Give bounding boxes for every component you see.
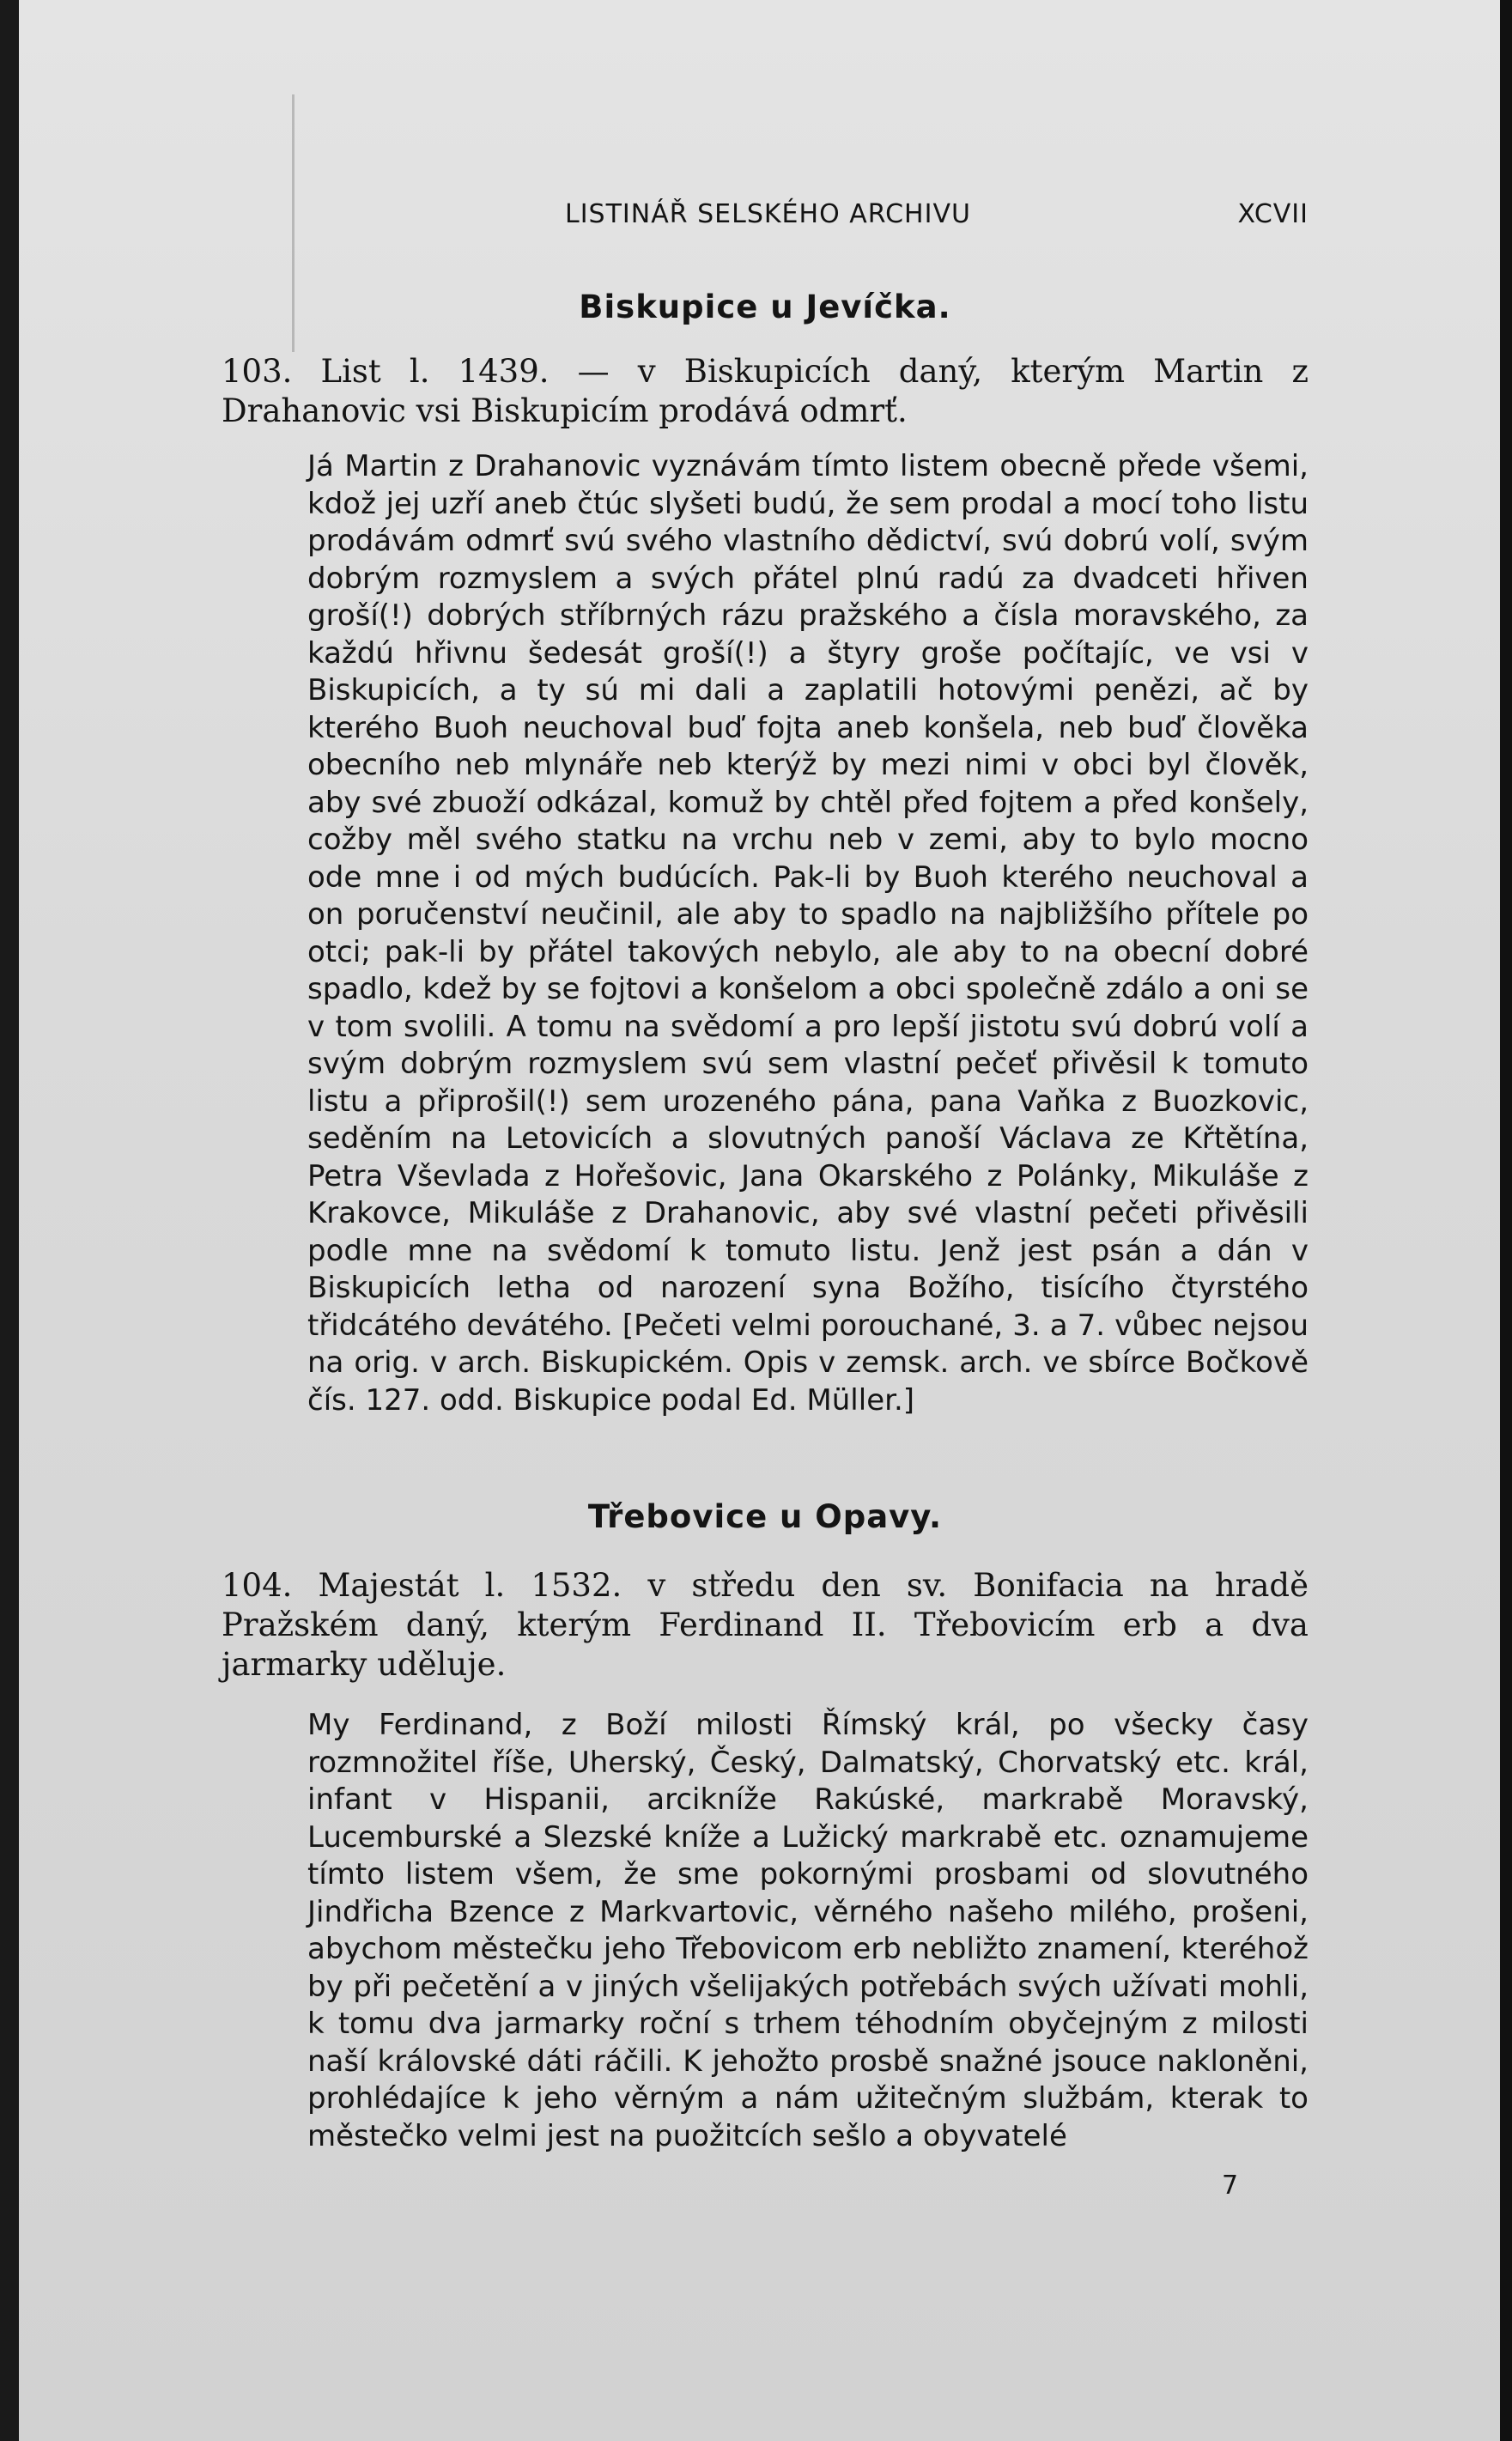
- entry-104-summary: 104. Majestát l. 1532. v středu den sv. Bonifacia na hradě Pražském daný, kterým Ferdinand II. Třebovicím erb a dva jarmarky uděluje.: [222, 1567, 1309, 1683]
- section-heading-trebovice: Třebovice u Opavy.: [587, 1498, 943, 1535]
- entry-103-paragraph: Já Martin z Drahanovic vyznávám tímto listem obecně přede všemi, kdož jej uzří aneb čtúc slyšeti budú, že sem prodal a mocí toho listu prodávám odmrť svú svého vlastního dědictví, svú dobrú volí, svým dobrým rozmyslem a svých přátel plnú radú za dvadceti hřiven groší(!) dobrých stříbrných rázu pražského a čísla moravského, za každú hřivnu šedesát groší(!) a štyry groše počítajíc, ve vsi v Biskupicích, a ty sú mi dali a zaplatili hotovými penězi, ač by kterého Buoh neuchoval buď fojta aneb konšela, neb buď člověka obecního neb mlynáře neb kterýž by mezi nimi v obci byl člověk, aby své zbuoží odkázal, komuž by chtěl před fojtem a před konšely, cožby měl svého statku na vrchu neb v zemi, aby to bylo mocno ode mne i od mých budúcích. Pak-li by Buoh kterého neuchoval a on poručenství neučinil, ale aby to spadlo na najbližšího přítele po otci; pak-li by přátel takových nebylo, ale aby to na obecní dobré spadlo, kdež by se fojtovi a konšelom a obci společně zdálo a oni se v tom svolili. A tomu na svědomí a pro lepší jistotu svú dobrú volí a svým dobrým rozmyslem svú sem vlastní pečeť přivěsil k tomuto listu a připrošil(!) sem urozeného pána, pana Vaňka z Buozkovic, seděním na Letovicích a slovutných panoší Václava ze Křtětína, Petra Vševlada z Hořešovic, Jana Okarského z Polánky, Mikuláše z Krakovce, Mikuláše z Drahanovic, aby své vlastní pečeti přivěsili podle mne na svědomí k tomuto listu. Jenž jest psán a dán v Biskupicích letha od narození syna Božího, tisícího čtyrstého třidcátého devátého. [Pečeti velmi porouchané, 3. a 7. vůbec nejsou na orig. v arch. Biskupickém. Opis v zemsk. arch. ve sbírce Bočkově čís. 127. odd. Biskupice podal Ed. Müller.]: [307, 449, 1309, 1418]
- scan-edge-left: [0, 0, 19, 2441]
- entry-103-text: [222, 448, 1309, 1419]
- entry-104-text: [222, 1707, 1309, 2155]
- running-title: LISTINÁŘ SELSKÉHO ARCHIVU: [565, 199, 971, 229]
- section-heading-biskupice: Biskupice u Jevíčka.: [579, 288, 951, 325]
- page-number: 7: [1222, 2171, 1239, 2201]
- entry-103-summary: 103. List l. 1439. — v Biskupicích daný, kterým Martin z Drahanovic vsi Biskupicím prodává odmrť.: [222, 353, 1309, 429]
- scan-edge-right: [1500, 0, 1512, 2441]
- running-header: [222, 199, 1309, 234]
- entry-104-paragraph: My Ferdinand, z Boží milosti Římský král, po všecky časy rozmnožitel říše, Uherský, Český, Dalmatský, Chorvatský etc. král, infant v Hispanii, arcikníže Rakúské, markrabě Moravský, Lucemburské a Slezské kníže a Lužický markrabě etc. oznamujeme tímto listem všem, že sme pokornými prosbami od slovutného Jindřicha Bzence z Markvartovic, věrného našeho milého, prošeni, abychom městečku jeho Třebovicom erb nebližto znamení, kteréhož by při pečetění a v jiných všelijakých potřebách svých užívati mohli, k tomu dva jarmarky roční s trhem téhodním obyčejným z milosti naší královské dáti ráčili. K jehožto prosbě snažné jsouce nakloněni, prohlédajíce k jeho věrným a nám užitečným službám, kterak to městečko velmi jest na puožitcích sešlo a obyvatelé: [307, 1708, 1309, 2153]
- folio-number: XCVII: [1237, 199, 1309, 229]
